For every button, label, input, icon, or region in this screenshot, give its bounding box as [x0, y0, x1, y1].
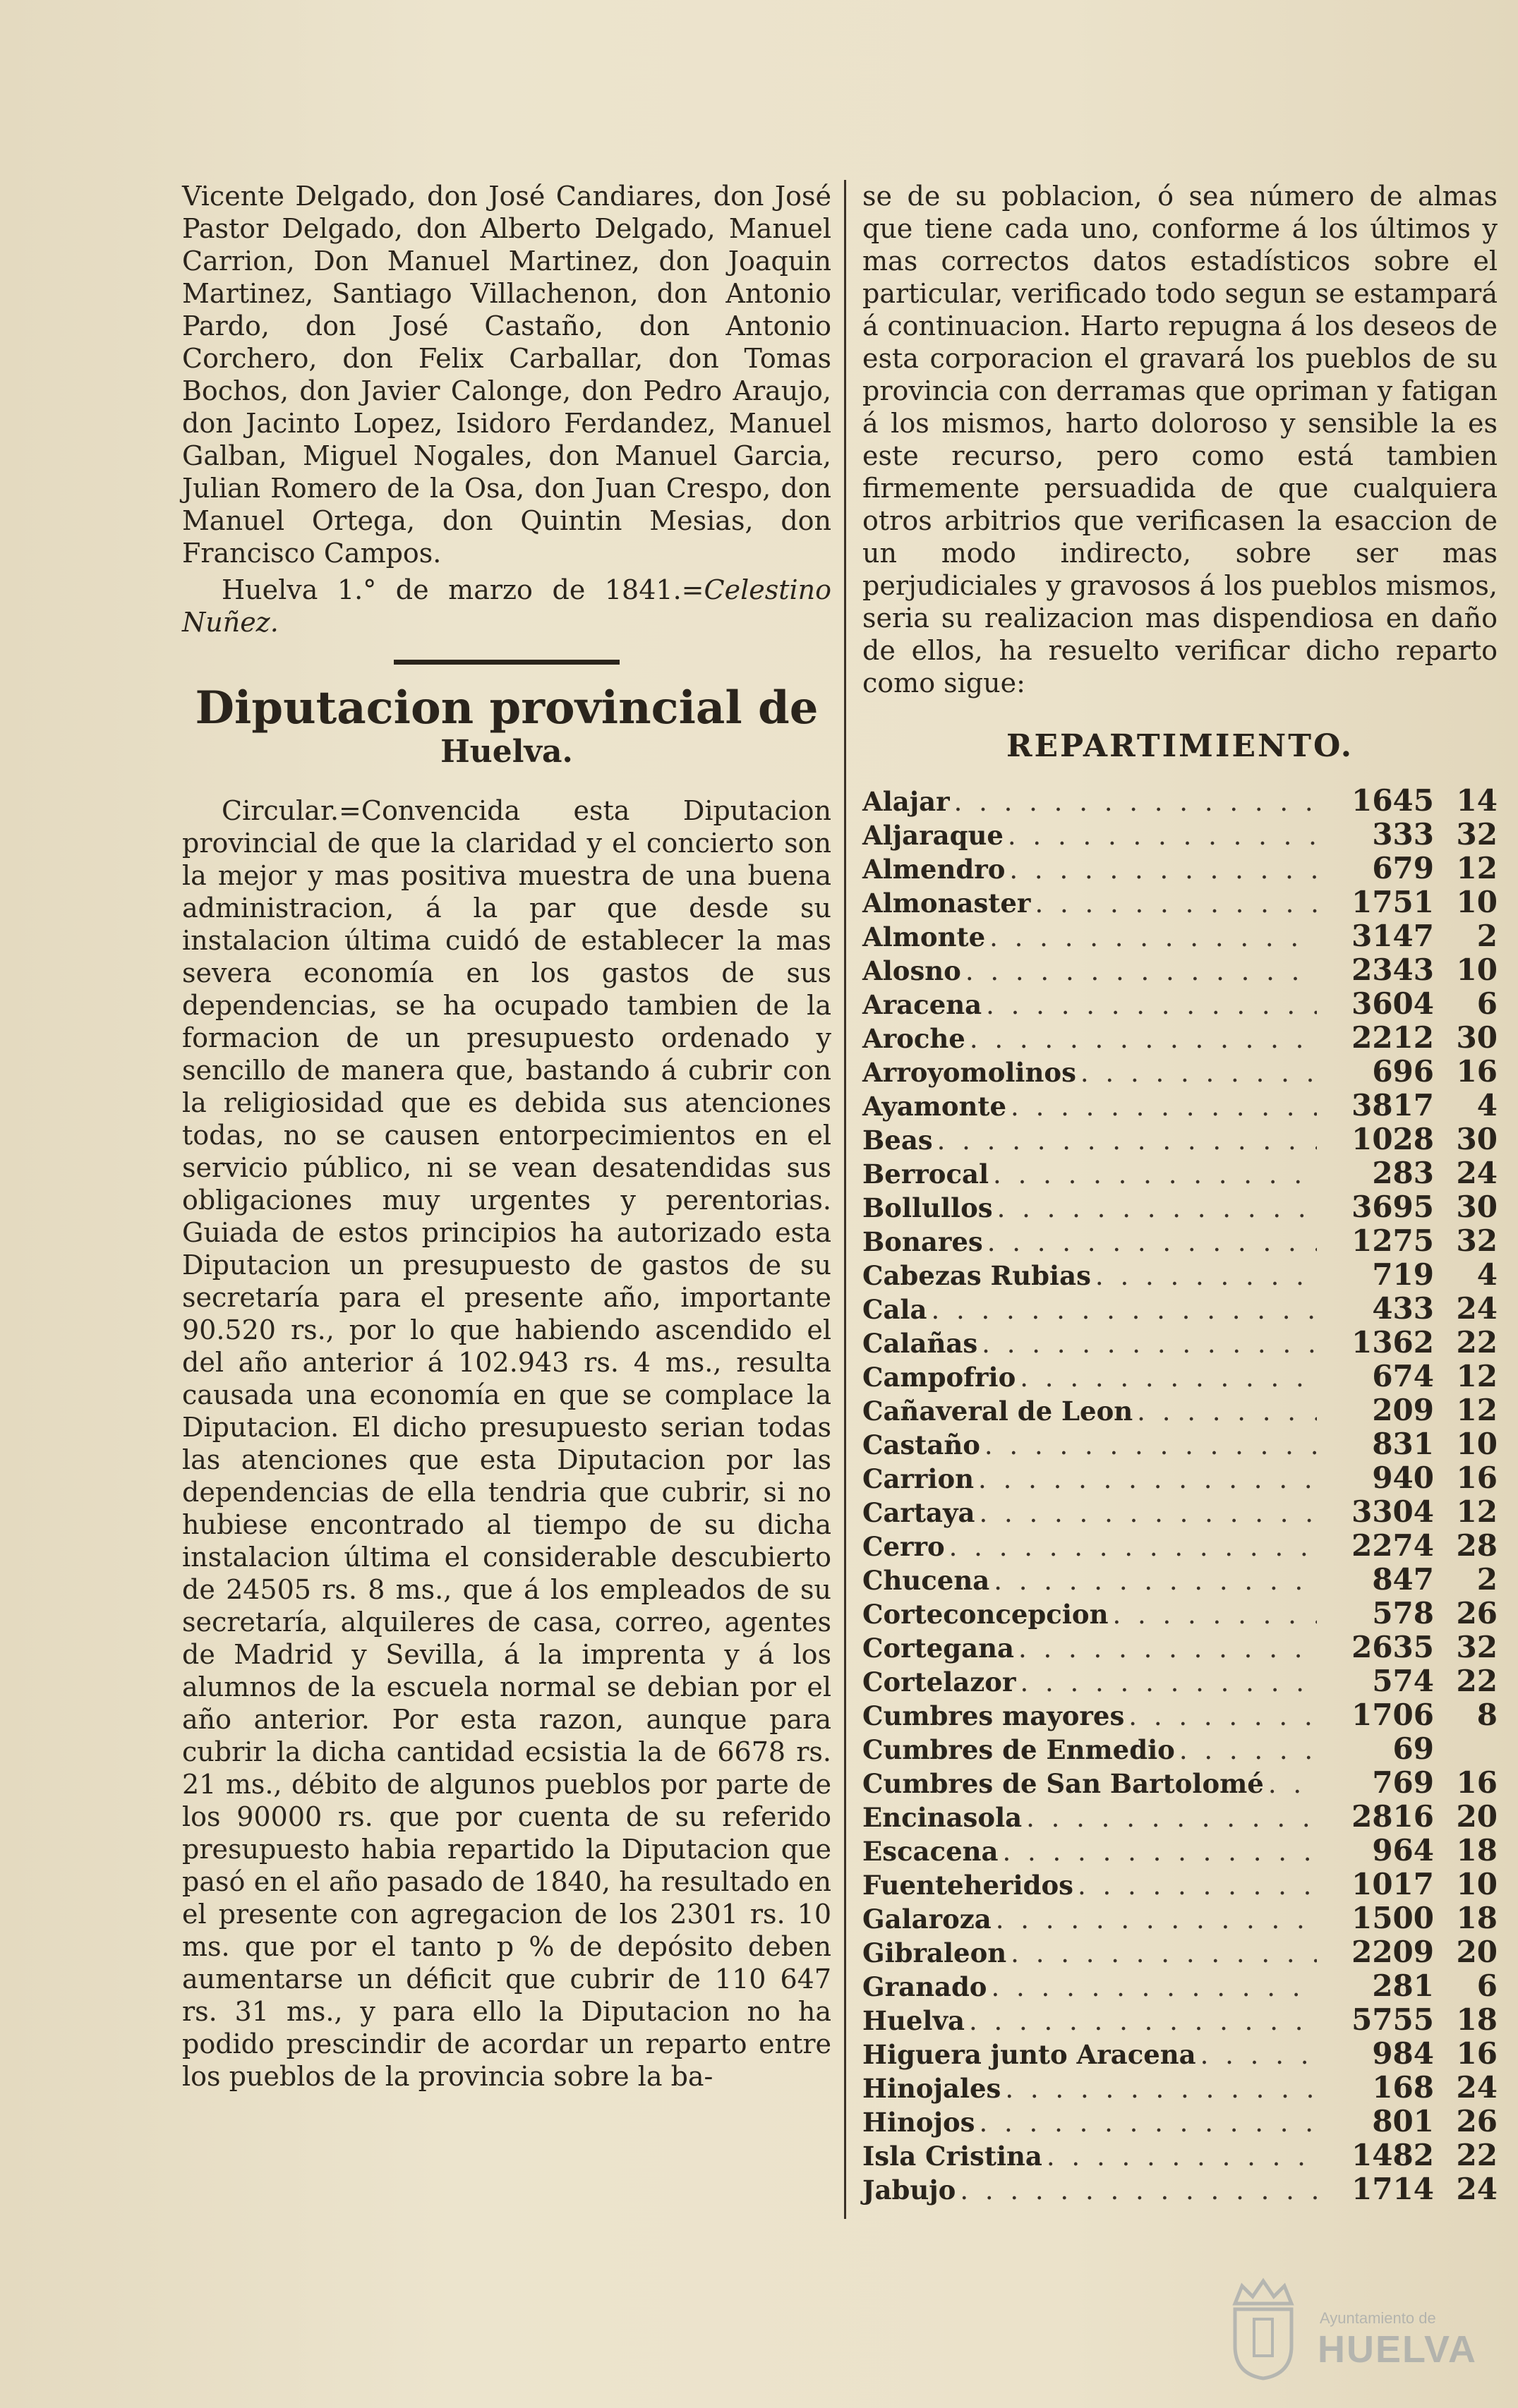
- reales-value: 1714: [1351, 2172, 1434, 2206]
- maravedis-value: 26: [1456, 2104, 1498, 2138]
- town-name: Cumbres mayores: [862, 1700, 1125, 1731]
- town-name: Cala: [862, 1294, 927, 1325]
- maravedis-value: 10: [1456, 952, 1498, 987]
- table-row: [862, 1326, 1498, 1360]
- table-row: [862, 885, 1498, 919]
- table-row: [862, 784, 1498, 818]
- maravedis-value: 24: [1456, 1156, 1498, 1190]
- reales-value: 696: [1372, 1054, 1434, 1089]
- maravedis-value: 10: [1456, 1867, 1498, 1901]
- reales-value: 5755: [1351, 2002, 1434, 2037]
- maravedis-value: 30: [1456, 1020, 1498, 1055]
- reales-value: 2343: [1351, 952, 1434, 987]
- town-name: Cumbres de San Bartolomé: [862, 1768, 1264, 1799]
- maravedis-value: 24: [1456, 2070, 1498, 2105]
- reales-value: 574: [1372, 1664, 1434, 1698]
- town-name: Alajar: [862, 786, 950, 817]
- leader-dots: [1035, 887, 1317, 921]
- reales-value: 831: [1372, 1427, 1434, 1461]
- reales-value: 801: [1372, 2104, 1434, 2138]
- reales-value: 209: [1372, 1393, 1434, 1427]
- reales-value: 1362: [1351, 1325, 1434, 1360]
- town-name: Alosno: [862, 955, 961, 986]
- town-name: Isla Cristina: [862, 2141, 1042, 2172]
- table-row: [862, 1529, 1498, 1563]
- table-row: [862, 919, 1498, 953]
- reales-value: 3604: [1351, 986, 1434, 1021]
- table-row: [862, 1495, 1498, 1529]
- table-title: REPARTIMIENTO.: [1006, 728, 1354, 764]
- leader-dots: [982, 1327, 1317, 1361]
- reales-value: 984: [1372, 2036, 1434, 2071]
- reales-value: 1028: [1351, 1122, 1434, 1156]
- table-row: [862, 1089, 1498, 1123]
- town-name: Almendro: [862, 854, 1006, 885]
- reales-value: 168: [1372, 2070, 1434, 2105]
- right-column: [862, 180, 1498, 2206]
- reales-value: 333: [1372, 817, 1434, 852]
- reales-value: 847: [1372, 1562, 1434, 1597]
- town-name: Aroche: [862, 1023, 965, 1054]
- reales-value: 2209: [1351, 1935, 1434, 1969]
- table-row: [862, 1935, 1498, 1969]
- table-row: [862, 1292, 1498, 1326]
- leader-dots: [979, 1496, 1317, 1530]
- leader-dots: [970, 1022, 1317, 1056]
- leader-dots: [996, 1903, 1317, 1937]
- town-name: Beas: [862, 1125, 933, 1156]
- leader-dots: [949, 1530, 1317, 1564]
- town-name: Bonares: [862, 1226, 983, 1257]
- reales-value: 433: [1372, 1291, 1434, 1326]
- table-row: [862, 1190, 1498, 1224]
- reales-value: 3695: [1351, 1190, 1434, 1224]
- reales-value: 283: [1372, 1156, 1434, 1190]
- maravedis-value: 22: [1456, 1664, 1498, 1698]
- table-row: [862, 1597, 1498, 1630]
- leader-dots: [1011, 1090, 1317, 1124]
- leader-dots: [1137, 1395, 1317, 1429]
- section-heading: Diputacion provincial de: [195, 682, 819, 734]
- reales-value: 1017: [1351, 1867, 1434, 1901]
- table-row: [862, 2172, 1498, 2206]
- town-name: Galaroza: [862, 1904, 992, 1935]
- town-name: Cumbres de Enmedio: [862, 1734, 1175, 1765]
- town-name: Almonte: [862, 921, 986, 952]
- date-text: Huelva 1.° de marzo de 1841.=: [222, 574, 704, 605]
- town-name: Corteconcepcion: [862, 1599, 1109, 1630]
- reales-value: 2212: [1351, 1020, 1434, 1055]
- reales-value: 3817: [1351, 1088, 1434, 1123]
- leader-dots: [1002, 1835, 1317, 1869]
- maravedis-value: 10: [1456, 885, 1498, 919]
- leader-dots: [1080, 1056, 1317, 1090]
- reales-value: 719: [1372, 1257, 1434, 1292]
- reales-value: 3147: [1351, 919, 1434, 953]
- maravedis-value: 14: [1456, 783, 1498, 818]
- town-name: Carrion: [862, 1463, 975, 1494]
- leader-dots: [986, 988, 1317, 1022]
- signature: Celestino Nuñez.: [182, 574, 831, 638]
- maravedis-value: 30: [1456, 1122, 1498, 1156]
- town-name: Cortelazor: [862, 1666, 1016, 1698]
- leader-dots: [997, 1192, 1317, 1226]
- leader-dots: [992, 1971, 1318, 2004]
- leader-dots: [978, 1463, 1317, 1496]
- maravedis-value: 26: [1456, 1596, 1498, 1630]
- maravedis-value: 20: [1456, 1799, 1498, 1834]
- watermark-label: Ayuntamiento de: [1320, 2309, 1436, 2327]
- town-name: Higuera junto Aracena: [862, 2039, 1196, 2070]
- maravedis-value: 16: [1456, 2036, 1498, 2071]
- leader-dots: [1047, 2140, 1317, 2174]
- maravedis-value: 6: [1476, 1968, 1498, 2003]
- leader-dots: [1078, 1869, 1317, 1903]
- town-name: Huelva: [862, 2005, 965, 2036]
- reales-value: 2635: [1351, 1630, 1434, 1664]
- maravedis-value: 16: [1456, 1765, 1498, 1800]
- town-name: Gibraleon: [862, 1937, 1007, 1968]
- reales-value: 281: [1372, 1968, 1434, 2003]
- table-row: [862, 818, 1498, 852]
- maravedis-value: 30: [1456, 1190, 1498, 1224]
- table-row: [862, 852, 1498, 885]
- table-row: [862, 1834, 1498, 1868]
- maravedis-value: 18: [1456, 1833, 1498, 1868]
- reales-value: 3304: [1351, 1494, 1434, 1529]
- leader-dots: [994, 1564, 1317, 1598]
- town-name: Encinasola: [862, 1802, 1023, 1833]
- table-row: [862, 1901, 1498, 1935]
- leader-dots: [1268, 1767, 1317, 1801]
- maravedis-value: 32: [1456, 1223, 1498, 1258]
- continuation-paragraph: se de su poblacion, ó sea número de almas que tiene cada uno, conforme á los últimos y mas correctos datos estadísticos sobre el particular, verificado todo segun se estampará á continuacion. Harto repugna á los deseos de esta corporacion el gravará los pueblos de su provincia con derramas que opriman y fatigan á los mismos, harto doloroso y sensible la es este recurso, pero como está tambien firmemente persuadida de que cualquiera otros arbitrios que verificasen la esaccion de un modo indirecto, sobre ser mas perjudiciales y gravosos á los pueblos mismos, seria su realizacion mas dispendiosa en daño de ellos, ha resuelto verificar dicho reparto como sigue:: [862, 181, 1498, 698]
- table-row: [862, 1393, 1498, 1427]
- town-name: Escacena: [862, 1836, 999, 1867]
- reales-value: 1751: [1351, 885, 1434, 919]
- maravedis-value: 18: [1456, 1901, 1498, 1935]
- table-row: [862, 1969, 1498, 2003]
- table-row: [862, 987, 1498, 1021]
- leader-dots: [1128, 1700, 1317, 1734]
- reales-value: 769: [1372, 1765, 1434, 1800]
- table-row: [862, 2071, 1498, 2105]
- reales-value: 578: [1372, 1596, 1434, 1630]
- town-name: Cerro: [862, 1531, 945, 1562]
- table-row: [862, 1427, 1498, 1461]
- town-name: Ayamonte: [862, 1091, 1007, 1122]
- town-name: Chucena: [862, 1565, 990, 1596]
- town-name: Aracena: [862, 989, 982, 1020]
- town-name: Aljaraque: [862, 820, 1004, 851]
- town-name: Cabezas Rubias: [862, 1260, 1091, 1291]
- table-row: [862, 1360, 1498, 1393]
- maravedis-value: 20: [1456, 1935, 1498, 1969]
- names-paragraph: Vicente Delgado, don José Candiares, don José Pastor Delgado, don Alberto Delgado, Manuel Carrion, Don Manuel Martinez, don Joaquin Martinez, Santiago Villachenon, don Antonio Pardo, don José Castaño, don Antonio Corchero, don Felix Carballar, don Tomas Bochos, don Javier Calonge, don Pedro Araujo, don Jacinto Lopez, Isidoro Ferdandez, Manuel Galban, Miguel Nogales, don Manuel Garcia, Julian Romero de la Osa, don Juan Crespo, don Manuel Ortega, don Quintin Mesias, don Francisco Campos.: [182, 181, 831, 569]
- reales-value: 2816: [1351, 1799, 1434, 1834]
- leader-dots: [937, 1124, 1317, 1158]
- leader-dots: [993, 1158, 1317, 1192]
- section-subheading: Huelva.: [440, 734, 573, 770]
- table-row: [862, 1055, 1498, 1089]
- reales-value: 1645: [1351, 783, 1434, 818]
- table-row: [862, 1461, 1498, 1495]
- table-row: [862, 1224, 1498, 1258]
- leader-dots: [965, 955, 1317, 988]
- town-name: Almonaster: [862, 888, 1031, 919]
- watermark-name: HUELVA: [1318, 2328, 1477, 2371]
- reales-value: 674: [1372, 1359, 1434, 1393]
- town-name: Hinojos: [862, 2107, 975, 2138]
- circular-paragraph: Circular.=Convencida esta Diputacion provincial de que la claridad y el concierto son la mejor y mas positiva muestra de una buena administracion, á la par que desde su instalacion última cuidó de establecer la mas severa economía en los gastos de sus dependencias, se ha ocupado tambien de la formacion de un presupuesto ordenado y sencillo de manera que, bastando á cubrir con la religiosidad que es debida sus atenciones todas, no se causen entorpecimientos en el servicio público, ni se vean desatendidas sus obligaciones muy urgentes y perentorias. Guiada de estos principios ha autorizado esta Diputacion un presupuesto de gastos de su secretaría para el presente año, importante 90.520 rs., por lo que habiendo ascendido el del año anterior á 102.943 rs. 4 ms., resulta causada una economía en que se complace la Diputacion. El dicho presupuesto serian todas las atenciones que esta Diputacion por las dependencias de ella tendria que cubrir, si no hubiese encontrado al tiempo de su dicha instalacion última el considerable descubierto de 24505 rs. 8 ms., que á los empleados de su secretaría, alquileres de casa, correo, agentes de Madrid y Sevilla, á la imprenta y á los alumnos de la escuela normal se debian por el año anterior. Por esta razon, aunque para cubrir la dicha cantidad ecsistia la de 6678 rs. 21 ms., débito de algunos pueblos por parte de los 90000 rs. que por cuenta de su referido presupuesto habia repartido la Diputacion que pasó en el año pasado de 1840, ha resultado en el presente con agregacion de los 2301 rs. 10 ms. que por el tanto p % de depósito deben aumentarse un déficit que cubrir de 110 647 rs. 31 ms., y para ello la Diputacion no ha podido prescindir de acordar un reparto entre los pueblos de la provincia sobre la ba-: [182, 795, 831, 2092]
- leader-dots: [1095, 1259, 1317, 1293]
- reales-value: 1482: [1351, 2138, 1434, 2172]
- maravedis-value: 4: [1476, 1088, 1498, 1123]
- leader-dots: [960, 2174, 1317, 2208]
- leader-dots: [984, 1429, 1317, 1463]
- maravedis-value: 28: [1456, 1528, 1498, 1563]
- table-row: [862, 1800, 1498, 1834]
- maravedis-value: 12: [1456, 1359, 1498, 1393]
- reales-value: 940: [1372, 1460, 1434, 1495]
- table-row: [862, 1021, 1498, 1055]
- maravedis-value: 12: [1456, 1494, 1498, 1529]
- maravedis-value: 18: [1456, 2002, 1498, 2037]
- crown-shield-icon: [1224, 2275, 1302, 2381]
- maravedis-value: 4: [1476, 1257, 1498, 1292]
- leader-dots: [989, 921, 1317, 955]
- repartimiento-table: [862, 784, 1498, 2206]
- maravedis-value: 22: [1456, 1325, 1498, 1360]
- leader-dots: [931, 1293, 1317, 1327]
- maravedis-value: 16: [1456, 1460, 1498, 1495]
- maravedis-value: 32: [1456, 817, 1498, 852]
- maravedis-value: 2: [1476, 1562, 1498, 1597]
- maravedis-value: 32: [1456, 1630, 1498, 1664]
- town-name: Bollullos: [862, 1192, 993, 1223]
- town-name: Cartaya: [862, 1497, 975, 1528]
- table-row: [862, 1732, 1498, 1766]
- leader-dots: [1009, 853, 1317, 887]
- leader-dots: [1018, 1632, 1317, 1666]
- table-row: [862, 1630, 1498, 1664]
- leader-dots: [1008, 819, 1317, 853]
- column-divider: [844, 180, 846, 2219]
- maravedis-value: 2: [1476, 919, 1498, 953]
- table-row: [862, 1868, 1498, 1901]
- town-name: Campofrio: [862, 1362, 1016, 1393]
- reales-value: 1706: [1351, 1698, 1434, 1732]
- reales-value: 69: [1392, 1731, 1434, 1766]
- leader-dots: [987, 1226, 1317, 1259]
- leader-dots: [1112, 1598, 1317, 1632]
- town-name: Cañaveral de Leon: [862, 1396, 1133, 1427]
- reales-value: 1500: [1351, 1901, 1434, 1935]
- table-row: [862, 2003, 1498, 2037]
- town-name: Castaño: [862, 1429, 980, 1460]
- leader-dots: [969, 2004, 1317, 2038]
- maravedis-value: 10: [1456, 1427, 1498, 1461]
- table-row: [862, 1766, 1498, 1800]
- table-row: [862, 1698, 1498, 1732]
- maravedis-value: 12: [1456, 851, 1498, 885]
- table-row: [862, 1123, 1498, 1156]
- maravedis-value: 24: [1456, 2172, 1498, 2206]
- leader-dots: [1200, 2038, 1317, 2072]
- leader-dots: [1020, 1666, 1317, 1700]
- town-name: Arroyomolinos: [862, 1057, 1076, 1088]
- table-row: [862, 2105, 1498, 2138]
- reales-value: 679: [1372, 851, 1434, 885]
- table-row: [862, 2138, 1498, 2172]
- maravedis-value: 12: [1456, 1393, 1498, 1427]
- maravedis-value: 16: [1456, 1054, 1498, 1089]
- reales-value: 964: [1372, 1833, 1434, 1868]
- town-name: Hinojales: [862, 2073, 1001, 2104]
- left-column: [182, 180, 831, 2093]
- maravedis-value: 6: [1476, 986, 1498, 1021]
- leader-dots: [954, 785, 1317, 819]
- table-row: [862, 1258, 1498, 1292]
- leader-dots: [980, 2106, 1318, 2140]
- maravedis-value: 24: [1456, 1291, 1498, 1326]
- table-row: [862, 1563, 1498, 1597]
- table-row: [862, 953, 1498, 987]
- leader-dots: [1020, 1361, 1317, 1395]
- town-name: Calañas: [862, 1328, 978, 1359]
- maravedis-value: 22: [1456, 2138, 1498, 2172]
- town-name: Cortegana: [862, 1633, 1014, 1664]
- reales-value: 1275: [1351, 1223, 1434, 1258]
- watermark: [1224, 2275, 1500, 2388]
- town-name: Fuenteheridos: [862, 1870, 1073, 1901]
- town-name: Granado: [862, 1971, 987, 2002]
- reales-value: 2274: [1351, 1528, 1434, 1563]
- table-row: [862, 2037, 1498, 2071]
- maravedis-value: 8: [1476, 1698, 1498, 1732]
- table-row: [862, 1664, 1498, 1698]
- section-rule: [394, 660, 620, 665]
- town-name: Jabujo: [862, 2174, 956, 2206]
- leader-dots: [1005, 2072, 1317, 2106]
- leader-dots: [1011, 1937, 1317, 1971]
- date-line: [182, 574, 831, 639]
- table-row: [862, 1156, 1498, 1190]
- leader-dots: [1179, 1734, 1317, 1767]
- leader-dots: [1026, 1801, 1317, 1835]
- town-name: Berrocal: [862, 1158, 989, 1190]
